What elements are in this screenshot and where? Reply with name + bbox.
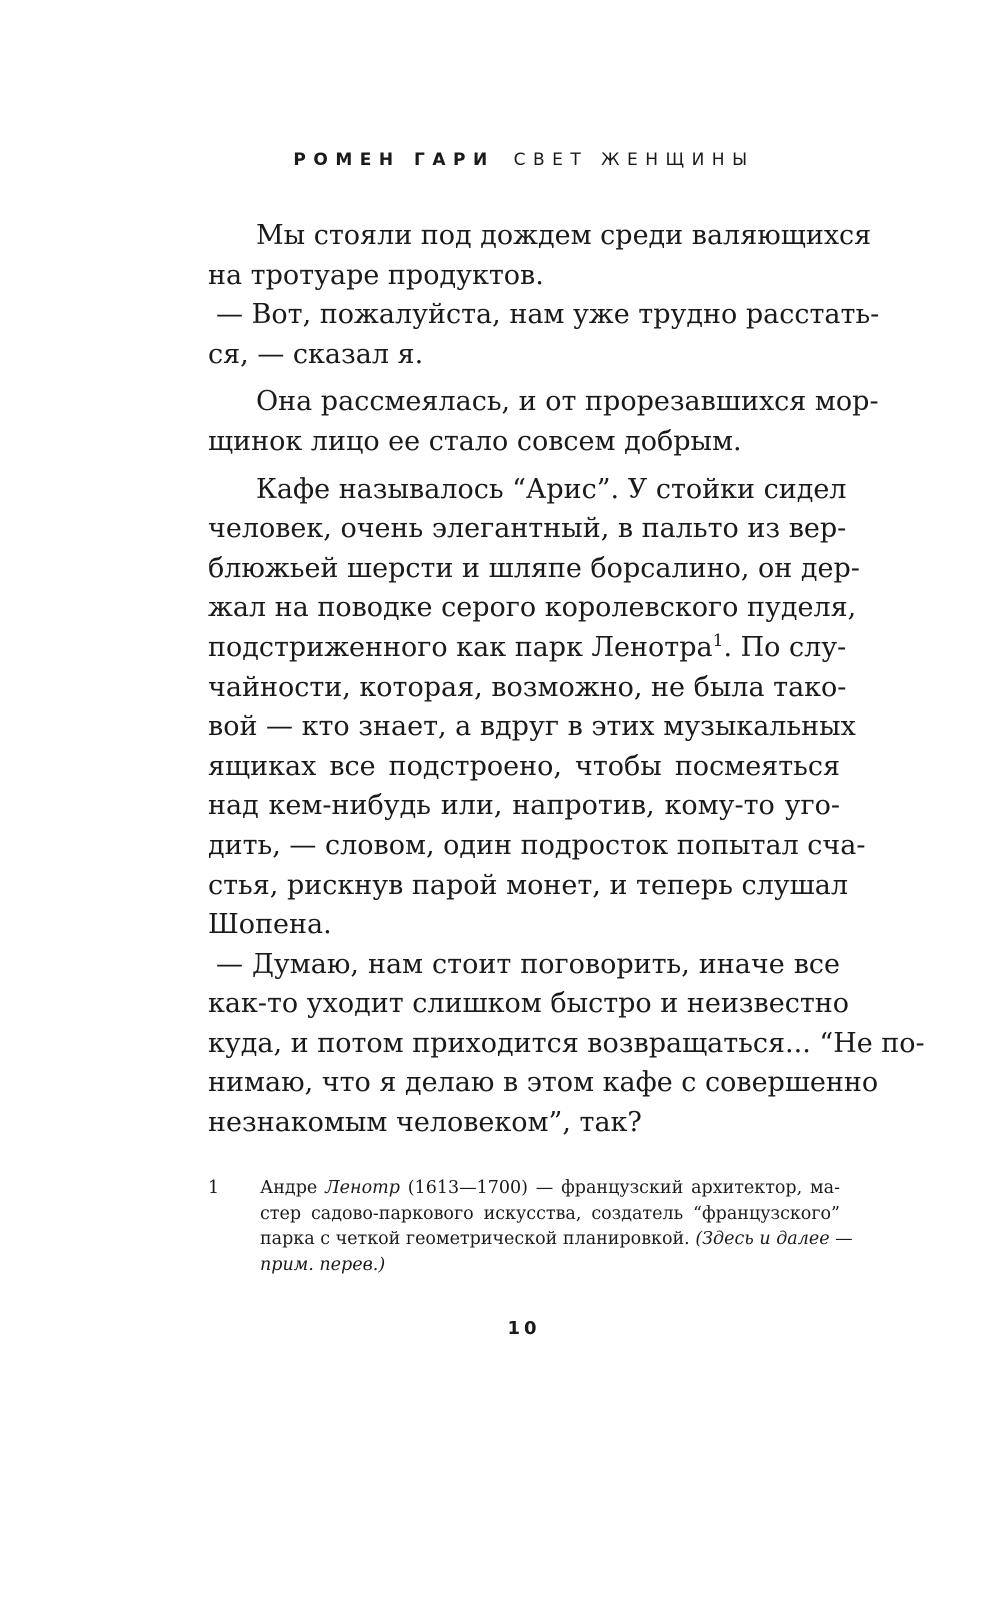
text-line: ящиках все подстроено, чтобы посмеяться [208, 750, 840, 782]
text-line: — Вот, пожалуйста, нам уже трудно расстать- [216, 299, 880, 331]
running-header [208, 150, 840, 170]
paragraph-5 [208, 945, 925, 1143]
text-line: ся, — сказал я. [208, 338, 424, 370]
footnote [208, 1176, 853, 1278]
footnote-line [260, 1176, 840, 1202]
text-line: Мы стояли под дождем среди валяющихся [256, 220, 872, 251]
paragraph-4 [208, 470, 866, 945]
header-title: СВЕТ ЖЕНЩИНЫ [513, 150, 755, 170]
footnote-number: 1 [208, 1178, 220, 1198]
footnote-italic-note: прим. перев.) [260, 1254, 386, 1275]
paragraph-1 [208, 216, 872, 295]
text-line: куда, и потом приходится возвращаться... “Не по- [208, 1027, 925, 1059]
text-line: на тротуаре продуктов. [208, 259, 544, 291]
text-line: чайности, которая, возможно, не была тако- [208, 671, 847, 703]
text-line: стья, рискнув парой монет, и теперь слушал [208, 869, 848, 901]
text-line-with-footnote [208, 628, 847, 668]
footnote-fragment: парка с четкой геометрической планировкой. [260, 1229, 696, 1249]
text-line: вой — кто знает, а вдруг в этих музыкальных [208, 711, 856, 743]
main-text [208, 216, 925, 1143]
footnote-fragment: (1613—1700) — французский архитектор, ма- [399, 1178, 840, 1198]
page-number: 10 [507, 1318, 541, 1339]
text-line: Шопена. [208, 909, 332, 941]
text-line: над кем-нибудь или, напротив, кому-то уго- [208, 790, 840, 822]
footnote-line [260, 1227, 853, 1253]
paragraph-2 [208, 295, 880, 374]
text-line: Она рассмеялась, и от прорезавшихся мор- [256, 386, 879, 418]
text-line: — Думаю, нам стоит поговорить, иначе все [216, 948, 840, 980]
text-line: человек, очень элегантный, в пальто из вер- [208, 513, 847, 545]
text-line: Кафе называлось “Арис”. У стойки сидел [256, 473, 847, 505]
footnote-italic-note: (Здесь и далее — [695, 1229, 853, 1249]
footnote-fragment: Андре [260, 1178, 326, 1198]
text-line: нимаю, что я делаю в этом кафе с совершенно [208, 1067, 879, 1099]
footnote-italic-name: Ленотр [325, 1178, 400, 1198]
footnote-line [260, 1253, 840, 1279]
text-line: дить, — словом, один подросток попытал сча- [208, 829, 866, 861]
header-author: РОМЕН ГАРИ [293, 150, 495, 170]
footnote-text [260, 1176, 853, 1278]
paragraph-3 [208, 382, 879, 461]
text-line: щинок лицо ее стало совсем добрым. [208, 425, 742, 457]
text-fragment: . По слу- [723, 631, 847, 663]
text-fragment: подстриженного как парк Ленотра [208, 631, 713, 663]
footnote-line: стер садово-паркового искусства, создатель “французского” [260, 1203, 840, 1224]
text-line: жал на поводке серого королевского пуделя, [208, 592, 857, 624]
footnote-ref[interactable]: 1 [712, 630, 724, 651]
text-line: как-то уходит слишком быстро и неизвестно [208, 988, 850, 1020]
text-line: блюжьей шерсти и шляпе борсалино, он дер- [208, 552, 860, 584]
text-line: незнакомым человеком”, так? [208, 1107, 642, 1139]
